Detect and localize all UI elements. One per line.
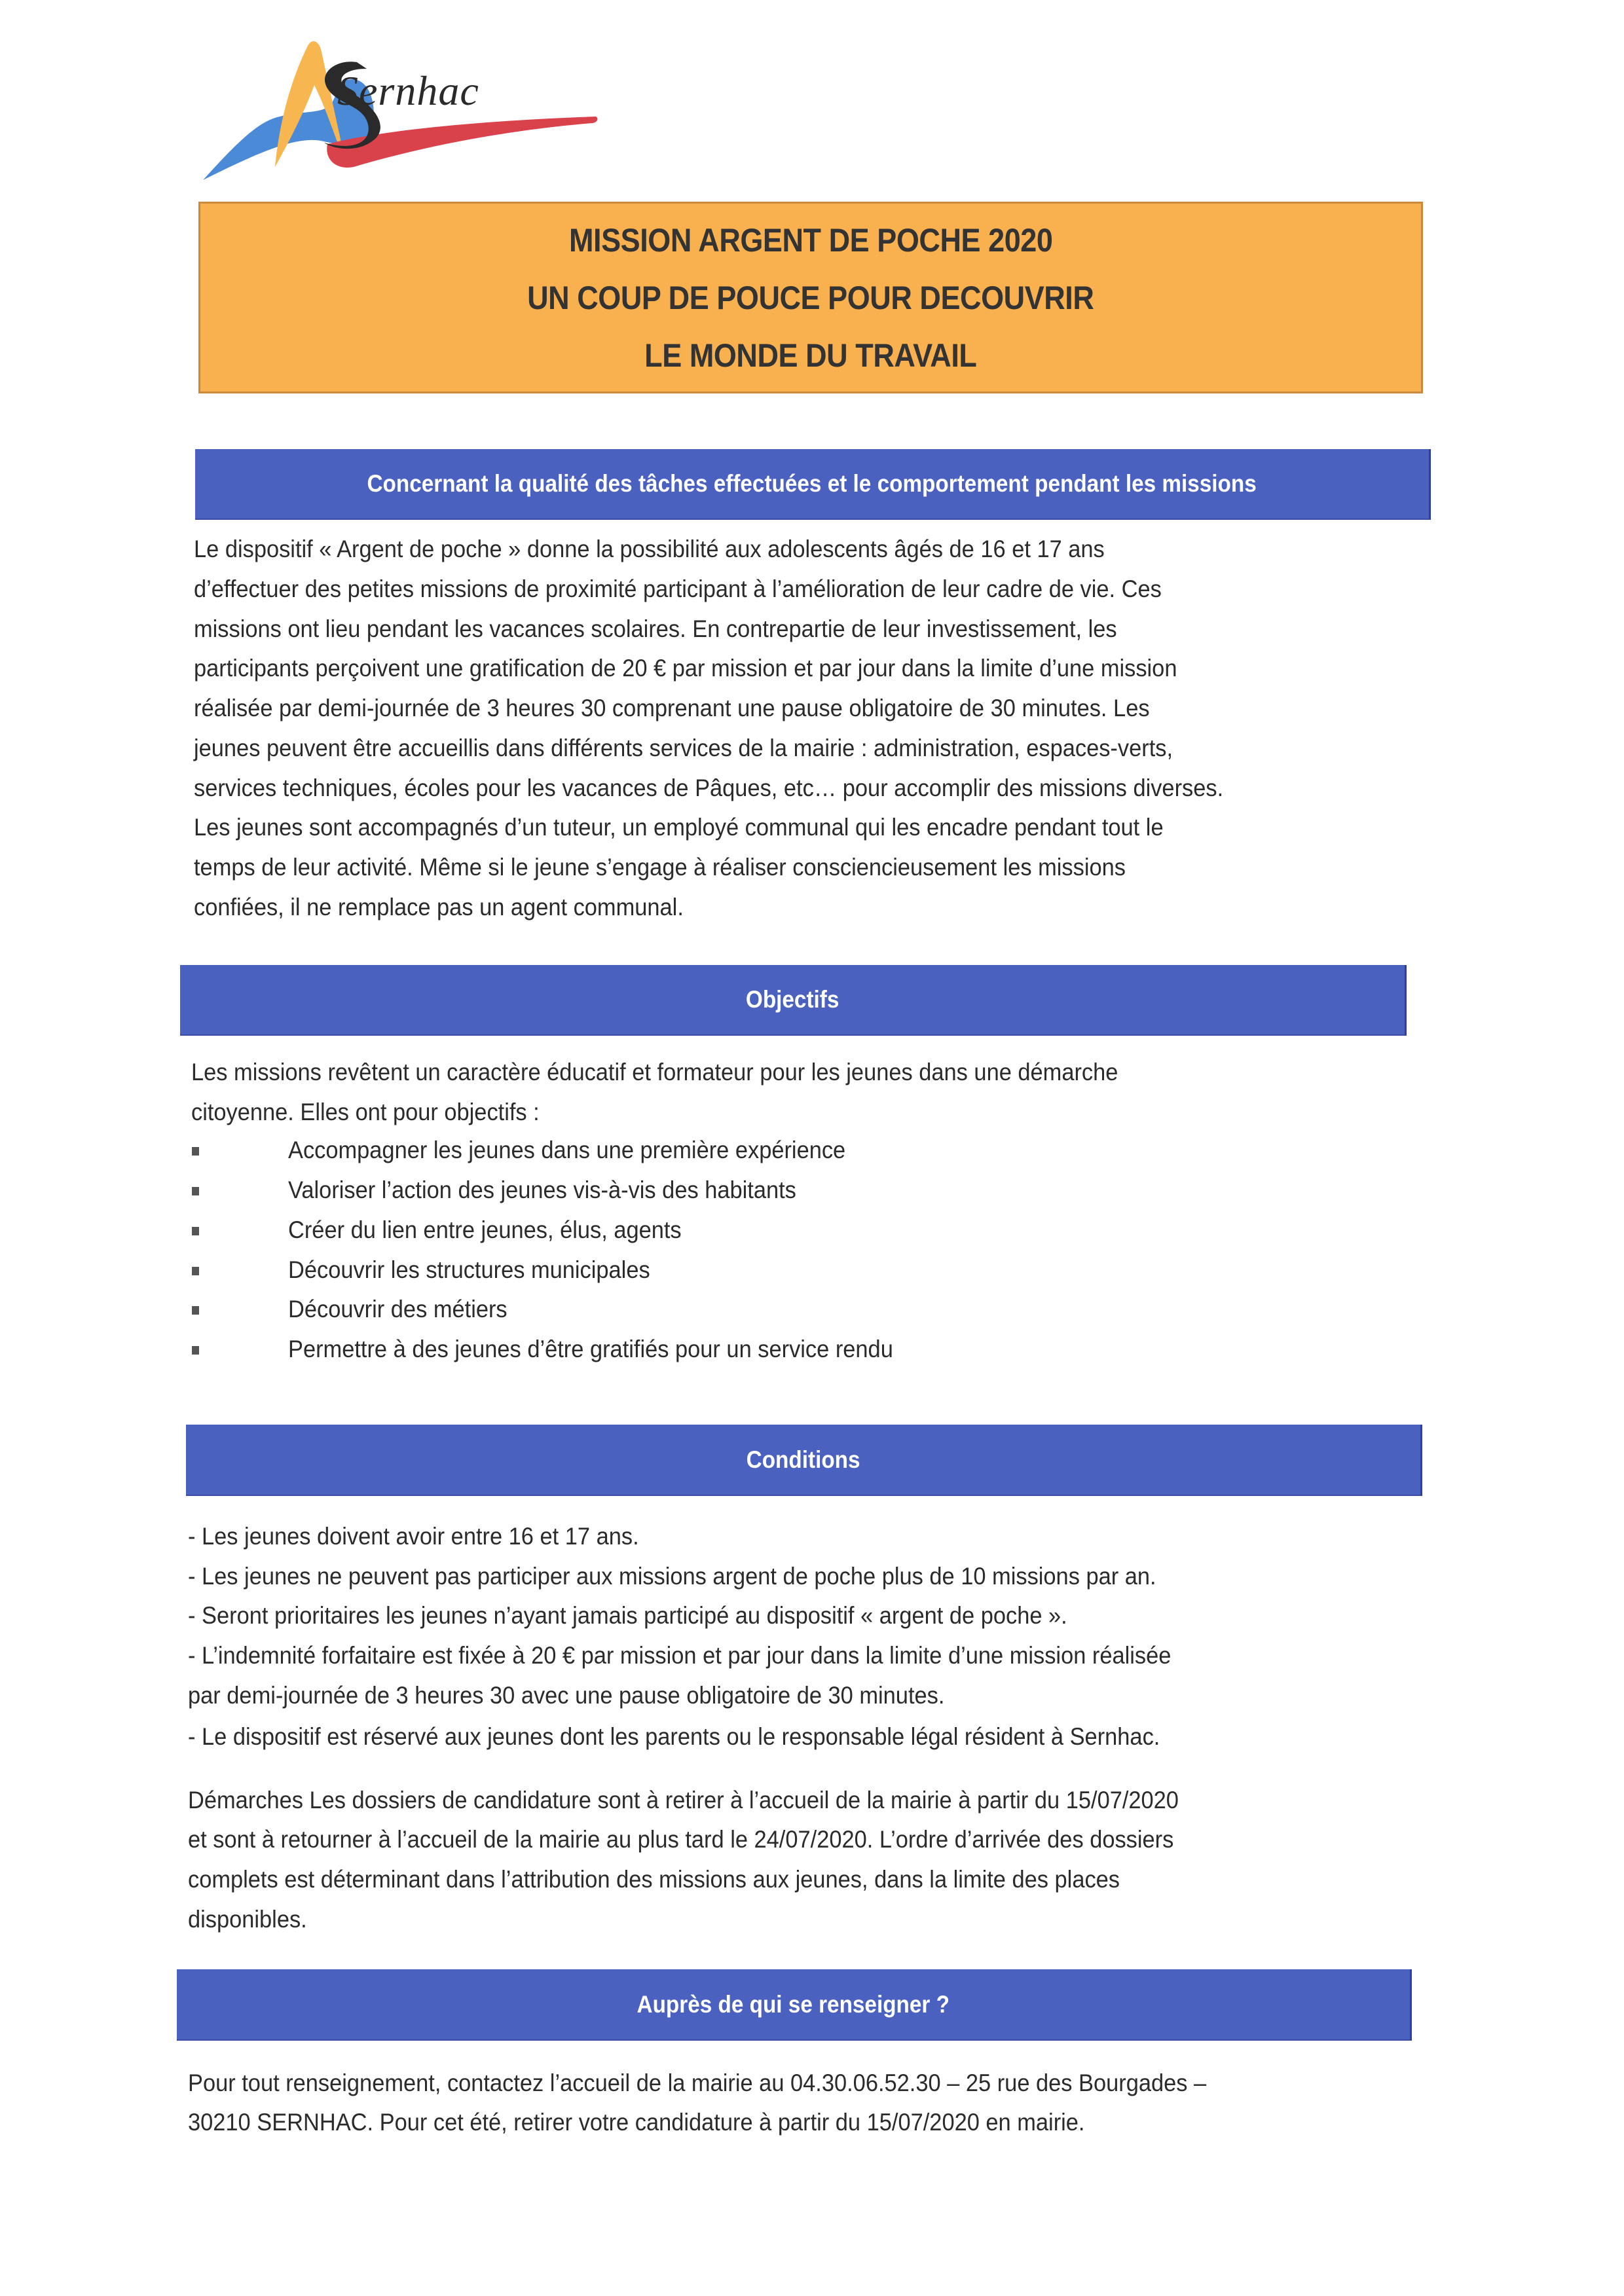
paragraph-line: temps de leur activité. Même si le jeune s’engage à réaliser consciencieusement les missions <box>194 854 1126 881</box>
objective-item: Découvrir les structures municipales <box>288 1256 650 1283</box>
paragraph-line: Le dispositif « Argent de poche » donne la possibilité aux adolescents âgés de 16 et 17 ans <box>194 536 1105 562</box>
bullet-square-icon <box>192 1187 199 1195</box>
objectives-intro-line: citoyenne. Elles ont pour objectifs : <box>191 1099 540 1125</box>
contact-line: 30210 SERNHAC. Pour cet été, retirer votre candidature à partir du 15/07/2020 en mairie. <box>188 2109 1085 2136</box>
objective-item: Créer du lien entre jeunes, élus, agents <box>288 1216 682 1243</box>
condition-line: - Le dispositif est réservé aux jeunes dont les parents ou le responsable légal résident à Sernhac. <box>188 1723 1160 1750</box>
section-banner-objectives <box>180 965 1407 1036</box>
paragraph-line: participants perçoivent une gratification de 20 € par mission et par jour dans la limite d’une mission <box>194 655 1177 682</box>
procedure-line: disponibles. <box>188 1906 307 1933</box>
bullet-square-icon <box>192 1267 199 1275</box>
logo-text: Sernhac <box>337 67 479 114</box>
title-line-2: UN COUP DE POUCE POUR DECOUVRIR <box>527 279 1094 316</box>
paragraph-line: d’effectuer des petites missions de proximité participant à l’amélioration de leur cadre de vie. Ces <box>194 575 1162 602</box>
condition-line: - Seront prioritaires les jeunes n’ayant jamais participé au dispositif « argent de poche ». <box>188 1602 1067 1629</box>
objective-item: Valoriser l’action des jeunes vis-à-vis des habitants <box>288 1176 796 1203</box>
paragraph-line: réalisée par demi-journée de 3 heures 30 comprenant une pause obligatoire de 30 minutes. Les <box>194 695 1150 721</box>
paragraph-line: missions ont lieu pendant les vacances scolaires. En contrepartie de leur investissement, les <box>194 615 1117 642</box>
title-box <box>198 202 1423 393</box>
title-line-3: LE MONDE DU TRAVAIL <box>644 337 977 374</box>
procedure-line: Démarches Les dossiers de candidature sont à retirer à l’accueil de la mairie à partir du 15/07/2020 <box>188 1787 1179 1813</box>
section-banner-contact <box>177 1969 1412 2041</box>
title-line-1: MISSION ARGENT DE POCHE 2020 <box>568 221 1053 259</box>
objective-item: Permettre à des jeunes d’être gratifiés pour un service rendu <box>288 1336 893 1362</box>
section-banner-quality <box>195 449 1431 520</box>
section-banner-conditions <box>186 1425 1422 1496</box>
condition-line: par demi-journée de 3 heures 30 avec une pause obligatoire de 30 minutes. <box>188 1682 945 1709</box>
objective-item: Découvrir des métiers <box>288 1296 507 1322</box>
section-heading-quality: Concernant la qualité des tâches effectuées et le comportement pendant les missions <box>367 470 1257 497</box>
sernhac-logo <box>196 33 602 183</box>
paragraph-line: Les jeunes sont accompagnés d’un tuteur, un employé communal qui les encadre pendant tout le <box>194 814 1164 841</box>
condition-line: - L’indemnité forfaitaire est fixée à 20 € par mission et par jour dans la limite d’une mission réalisée <box>188 1642 1172 1669</box>
paragraph-line: confiées, il ne remplace pas un agent communal. <box>194 894 684 920</box>
bullet-square-icon <box>192 1306 199 1315</box>
procedure-line: complets est déterminant dans l’attribution des missions aux jeunes, dans la limite des places <box>188 1866 1120 1893</box>
bullet-square-icon <box>192 1346 199 1355</box>
procedure-line: et sont à retourner à l’accueil de la mairie au plus tard le 24/07/2020. L’ordre d’arrivée des dossiers <box>188 1826 1174 1853</box>
section-heading-objectives: Objectifs <box>745 986 840 1013</box>
section-heading-conditions: Conditions <box>746 1446 860 1473</box>
paragraph-line: services techniques, écoles pour les vacances de Pâques, etc… pour accomplir des missions diverses. <box>194 774 1224 801</box>
condition-line: - Les jeunes ne peuvent pas participer aux missions argent de poche plus de 10 missions par an. <box>188 1563 1156 1590</box>
bullet-square-icon <box>192 1147 199 1156</box>
contact-line: Pour tout renseignement, contactez l’accueil de la mairie au 04.30.06.52.30 – 25 rue des Bourgades – <box>188 2069 1207 2096</box>
condition-line: - Les jeunes doivent avoir entre 16 et 17 ans. <box>188 1523 639 1550</box>
objectives-intro-line: Les missions revêtent un caractère éducatif et formateur pour les jeunes dans une démarche <box>191 1059 1118 1085</box>
section-heading-contact: Auprès de qui se renseigner ? <box>637 1990 950 2018</box>
paragraph-line: jeunes peuvent être accueillis dans différents services de la mairie : administration, espaces-verts, <box>194 735 1173 761</box>
bullet-square-icon <box>192 1227 199 1235</box>
objective-item: Accompagner les jeunes dans une première expérience <box>288 1137 846 1163</box>
